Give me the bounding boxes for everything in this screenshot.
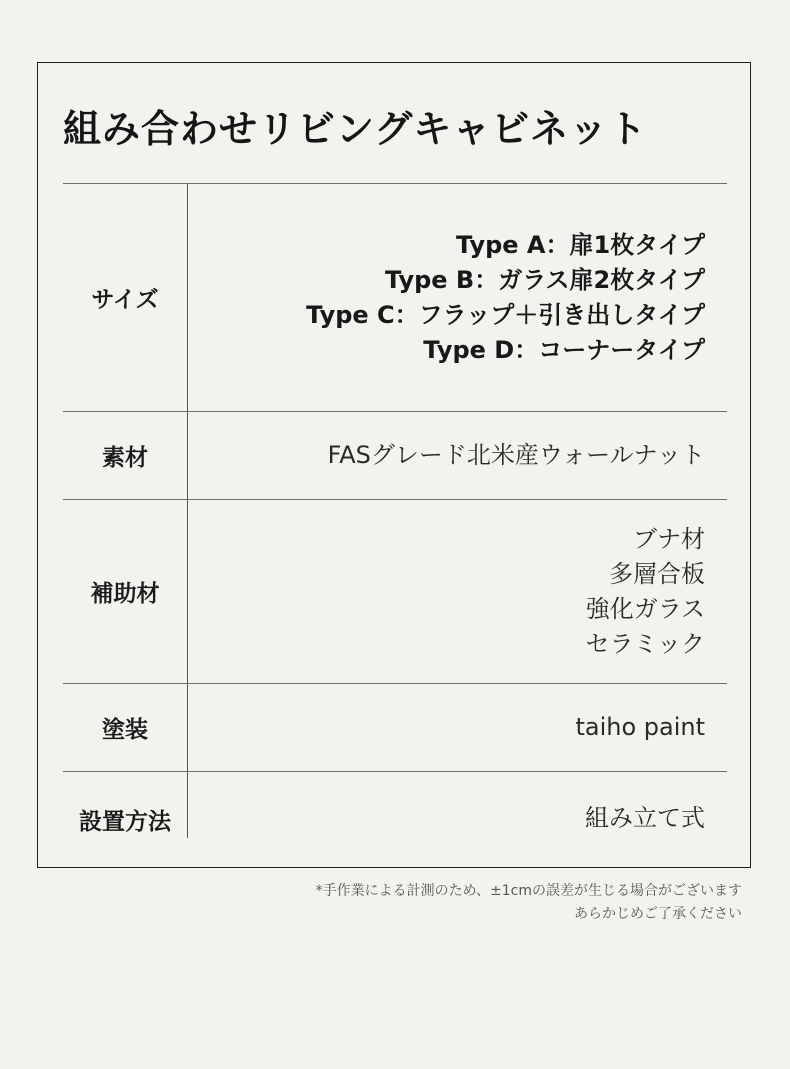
spec-table <box>63 183 727 838</box>
spec-row-size <box>63 184 727 412</box>
installation-value: 組み立て式 <box>585 804 705 832</box>
auxiliary-material-item: 多層合板 <box>609 559 705 588</box>
measurement-footnote <box>316 880 742 926</box>
spec-values-auxiliary-material <box>188 500 727 683</box>
size-type-c: Type C：フラップ＋引き出しタイプ <box>306 300 705 329</box>
spec-label-material: 素材 <box>63 412 188 499</box>
spec-label-finish: 塗装 <box>63 684 188 771</box>
auxiliary-material-item: セラミック <box>585 629 705 658</box>
spec-row-material <box>63 412 727 500</box>
spec-values-installation <box>188 772 727 838</box>
auxiliary-material-item: 強化ガラス <box>585 594 705 623</box>
finish-value: taiho paint <box>575 713 705 741</box>
spec-row-auxiliary-material <box>63 500 727 684</box>
spec-label-size: サイズ <box>63 184 188 411</box>
page-title: 組み合わせリビングキャビネット <box>63 107 648 151</box>
spec-values-finish <box>188 684 727 771</box>
spec-values-material <box>188 412 727 499</box>
spec-card <box>37 62 751 868</box>
auxiliary-material-item: ブナ材 <box>633 524 705 553</box>
material-value: FASグレード北米産ウォールナット <box>327 441 705 469</box>
size-type-b: Type B：ガラス扉2枚タイプ <box>384 265 705 294</box>
footnote-line-2: あらかじめご了承ください <box>574 906 742 922</box>
spec-label-auxiliary-material: 補助材 <box>63 500 188 683</box>
size-type-d: Type D：コーナータイプ <box>423 335 705 364</box>
footnote-line-1: *手作業による計測のため、±1cmの誤差が生じる場合がございます <box>315 883 742 899</box>
spec-values-size <box>188 184 727 411</box>
spec-row-installation <box>63 772 727 838</box>
spec-row-finish <box>63 684 727 772</box>
size-type-a: Type A：扉1枚タイプ <box>455 230 705 259</box>
spec-label-installation: 設置方法 <box>63 772 188 838</box>
